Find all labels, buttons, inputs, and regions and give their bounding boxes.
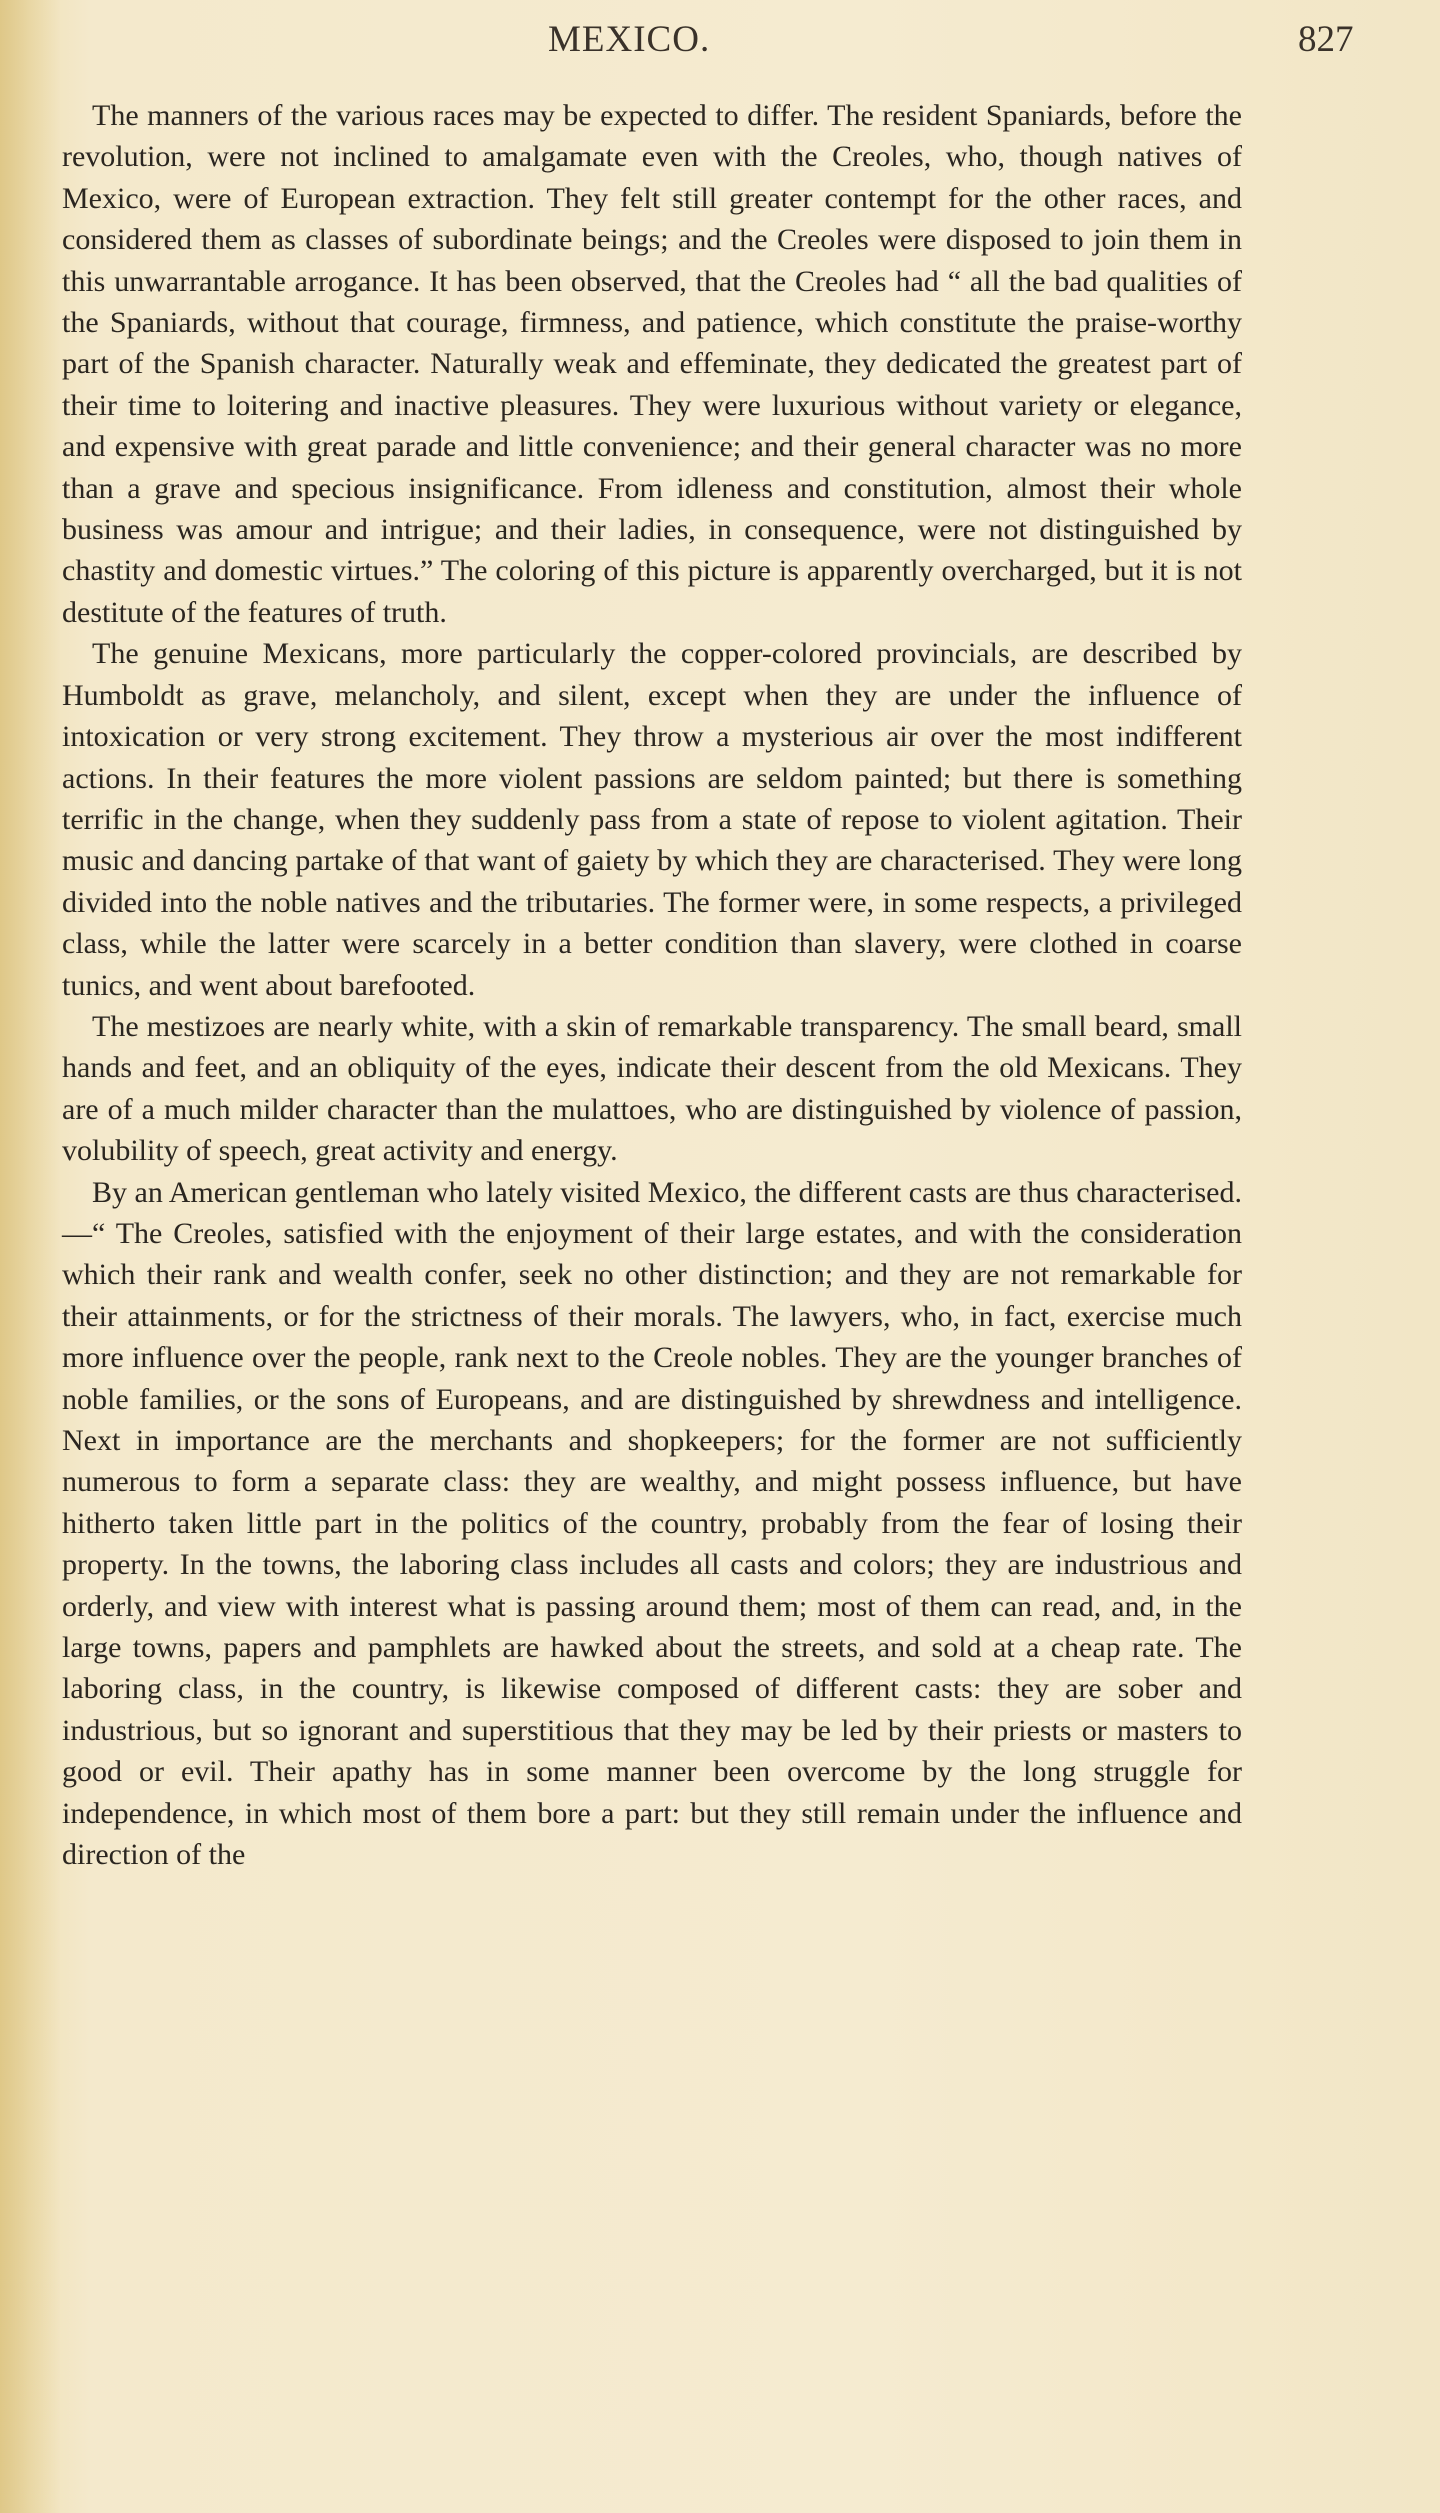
paragraph-mestizoes: The mestizoes are nearly white, with a skin of remarkable transparency. The small beard, small hands and feet, and an obliquity of the eyes, indicate their descent from the old Mexicans. They are of a much milder character than the mulattoes, who are distinguished by violence of passion, volubility of speech, great activity and energy.	[62, 1009, 1242, 1168]
page-number: 827	[1298, 19, 1354, 60]
running-title: MEXICO.	[548, 19, 711, 60]
paragraph-manners: The manners of the various races may be expected to differ. The resident Spaniards, before the revolution, were not inclined to amalgamate even with the Creoles, who, though natives of Mexico, were of European extraction. They felt still greater contempt for the other races, and considered them as classes of subordinate beings; and the Creoles were disposed to join them in this unwarrantable arrogance. It has been observed, that the Creoles had “ all the bad qualities of the Spaniards, without that courage, firmness, and patience, which constitute the praise-worthy part of the Spanish character. Naturally weak and effeminate, they dedicated the greatest part of their time to loitering and inactive pleasures. They were luxurious without variety or elegance, and expensive with great parade and little convenience; and their general character was no more than a grave and specious insignificance. From idleness and constitution, almost their whole business was amour and intrigue; and their ladies, in consequence, were not distinguished by chastity and domestic virtues.” The coloring of this picture is apparently overcharged, but it is not destitute of the features of truth.	[62, 99, 1242, 629]
paragraph-genuine-mexicans: The genuine Mexicans, more particularly the copper-colored provincials, are described by Humboldt as grave, melancholy, and silent, except when they are under the influence of intoxication or very strong excitement. They throw a mysterious air over the most indifferent actions. In their features the more violent passions are seldom painted; but there is something terrific in the change, when they suddenly pass from a state of repose to violent agitation. Their music and dancing partake of that want of gaiety by which they are characterised. They were long divided into the noble natives and the tributaries. The former were, in some respects, a privileged class, while the latter were scarcely in a better condition than slavery, were clothed in coarse tunics, and went about barefooted.	[62, 637, 1242, 1002]
page-header	[0, 18, 1440, 68]
paragraph-american-gentleman: By an American gentleman who lately visited Mexico, the different casts are thus characterised.—“ The Creoles, satisfied with the enjoyment of their large estates, and with the consideration which their rank and wealth confer, seek no other distinction; and they are not remarkable for their attainments, or for the strictness of their morals. The lawyers, who, in fact, exercise much more influence over the people, rank next to the Creole nobles. They are the younger branches of noble families, or the sons of Europeans, and are distinguished by shrewdness and intelligence. Next in importance are the merchants and shopkeepers; for the former are not sufficiently numerous to form a separate class: they are wealthy, and might possess influence, but have hitherto taken little part in the politics of the country, probably from the fear of losing their property. In the towns, the laboring class includes all casts and colors; they are industrious and orderly, and view with interest what is passing around them; most of them can read, and, in the large towns, papers and pamphlets are hawked about the streets, and sold at a cheap rate. The laboring class, in the country, is likewise composed of different casts: they are sober and industrious, but so ignorant and superstitious that they may be led by their priests or masters to good or evil. Their apathy has in some manner been overcome by the long struggle for independence, in which most of them bore a part: but they still remain under the influence and direction of the	[62, 1175, 1242, 1872]
gutter-shadow	[0, 0, 60, 2513]
body-text	[62, 95, 1242, 1875]
